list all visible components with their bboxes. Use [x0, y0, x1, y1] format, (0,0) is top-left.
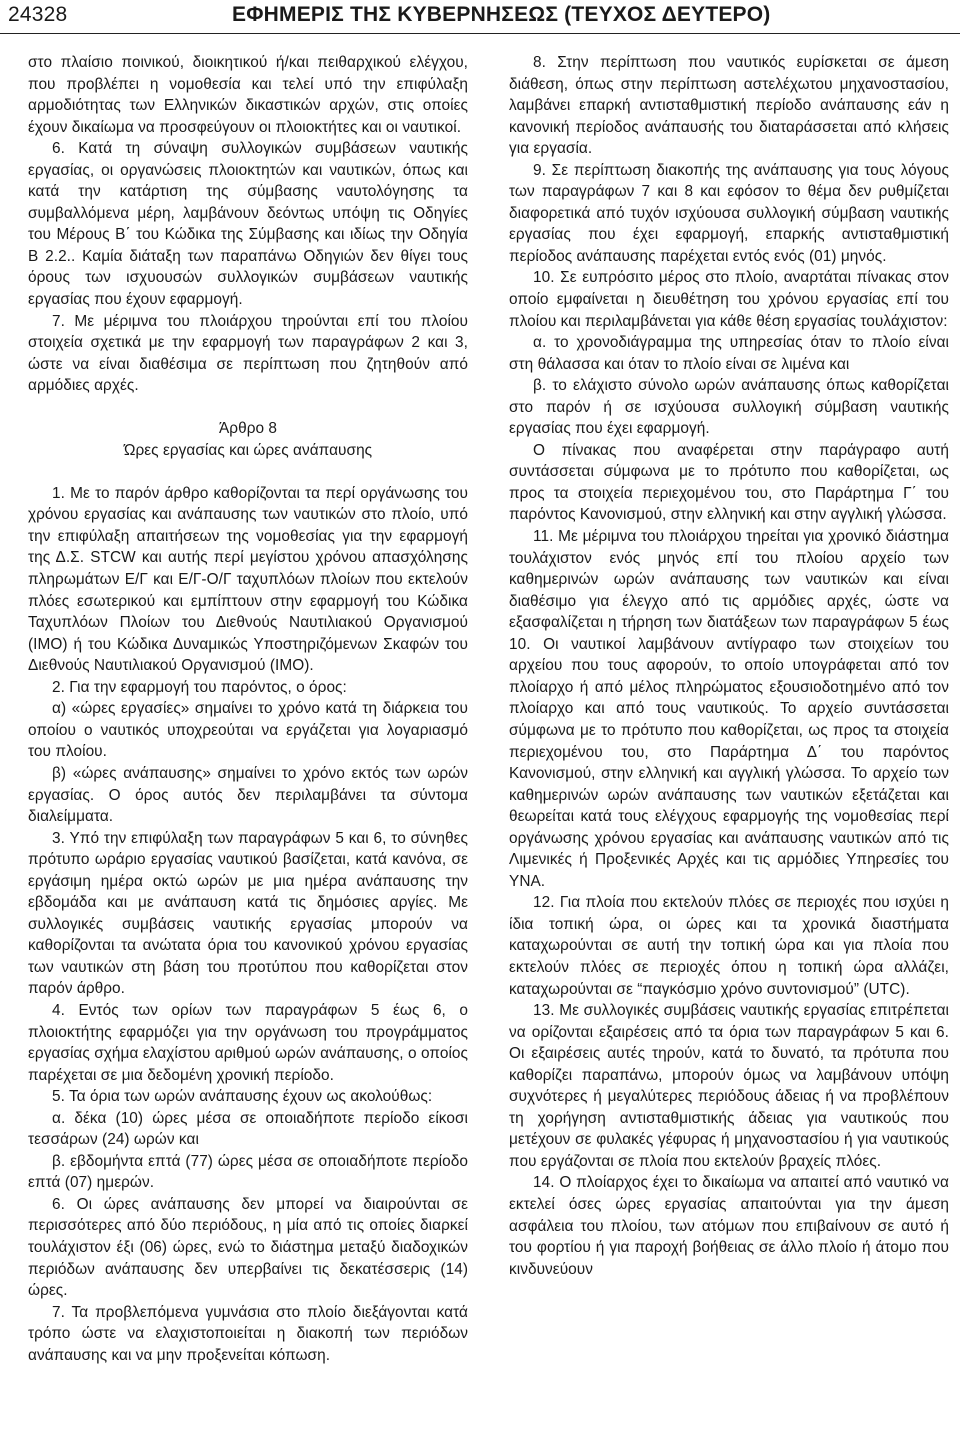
article-number: Άρθρο 8 [218, 420, 278, 438]
article-8-paragraph-1: 1. Με το παρόν άρθρο καθορίζονται τα περί οργάνωσης του χρόνου εργασίας και ανάπαυσης των ναυτικών στο πλοίο, υπό την επιφύλαξη απαιτήσεων της νομοθεσίας για την εφαρμογή της Δ.Σ. STCW και αυτής περί μεγίστου χρόνου απασχόλησης πληρωμάτων Ε/Γ και Ε/Γ-Ο/Γ ταχυπλόων πλοίων που εκτελούν πλόες εσωτερικού και εμπίπτουν στην εφαρμογή του Κώδικα Ταχυπλόων Πλοίων του Διεθνούς Ναυτιλιακού Οργανισμού (ΙΜΟ) ή του Κώδικα Δυναμικώς Υποστηριζόμενων Σκαφών του Διεθνούς Ναυτιλιακού Οργανισμού (ΙΜΟ). [28, 484, 468, 675]
page-number: 24328 [8, 3, 68, 26]
article-8-paragraph-8: 8. Στην περίπτωση που ναυτικός ευρίσκεται σε άμεση διάθεση, όπως στην περίπτωση αστελέχωτου μηχανοστασίου, λαμβάνει επαρκή αντισταθμιστική περίοδο ανάπαυσης εάν η κανονική περίοδος ανάπαυσής του διαταράσσεται από κλήσεις για εργασία. [509, 54, 949, 158]
article-8-paragraph-5b: β. εβδομήντα επτά (77) ώρες μέσα σε οποιαδήποτε περίοδο επτά (07) ημερών. [28, 1152, 468, 1192]
paragraph-continuation: στο πλαίσιο ποινικού, διοικητικού ή/και πειθαρχικού ελέγχου, που προβλέπει η νομοθεσία και τελεί υπό την επιφύλαξη αρμοδιότητας των Ελληνικών δικαστικών αρχών, στις οποίες έχουν δικαίωμα να προσφεύγουν οι πλοιοκτήτες και οι ναυτικοί. [28, 54, 468, 136]
article-8-paragraph-5: 5. Τα όρια των ωρών ανάπαυσης έχουν ως ακολούθως: [52, 1088, 433, 1106]
header-rule [0, 33, 960, 34]
article-8-paragraph-2b: β) «ώρες ανάπαυσης» σημαίνει το χρόνο εκτός των ωρών εργασίας. Ο όρος αυτός δεν περιλαμβάνει τα σύντομα διαλείμματα. [28, 764, 468, 826]
article-8-paragraph-9: 9. Σε περίπτωση διακοπής της ανάπαυσης για τους λόγους των παραγράφων 7 και 8 και εφόσον το θέμα δεν ρυθμίζεται διαφορετικά από τυχόν ισχύουσα συλλογική σύμβαση ναυτικής εργασίας που έχει εφαρμογή, επαρκής αντισταθμιστική περίοδος ανάπαυσης παρέχεται εντός ενός (01) μηνός. [509, 161, 949, 265]
paragraph-7: 7. Με μέριμνα του πλοιάρχου τηρούνται επί του πλοίου στοιχεία σχετικά με την εφαρμογή των παραγράφων 2 και 3, ώστε να είναι διαθέσιμα σε περίπτωση που ζητηθούν από αρμόδιες αρχές. [28, 312, 468, 395]
article-8-paragraph-3: 3. Υπό την επιφύλαξη των παραγράφων 5 και 6, το σύνηθες πρότυπο ωράριο εργασίας ναυτικού βασίζεται, κατά κανόνα, σε εργάσιμη ημέρα οκτώ ωρών με μια ημέρα ανάπαυσης την εβδομάδα και με ανάπαυση κατά τις δημόσιες αργίες. Με συλλογικές συμβάσεις ναυτικής εργασίας μπορούν να καθορίζονται τα ανώτατα όρια του κανονικού χρόνου εργασίας των ναυτικών στη βάση του προτύπου που καθορίζεται στον παρόν άρθρο. [28, 829, 468, 998]
page-header [0, 0, 960, 34]
article-8-paragraph-5a: α. δέκα (10) ώρες μέσα σε οποιαδήποτε περίοδο είκοσι τεσσάρων (24) ωρών και [28, 1109, 468, 1149]
left-column [28, 52, 468, 1427]
article-8-paragraph-6: 6. Οι ώρες ανάπαυσης δεν μπορεί να διαιρούνται σε περισσότερες από δύο περιόδους, η μία από τις οποίες διαρκεί τουλάχιστον έξι (06) ώρες, ενώ το διάστημα μεταξύ διαδοχικών περιόδων ανάπαυσης δεν υπερβαίνει τις δεκατέσσερις (14) ώρες. [28, 1195, 468, 1300]
right-column [509, 52, 949, 1427]
article-8-paragraph-7: 7. Τα προβλεπόμενα γυμνάσια στο πλοίο διεξάγονται κατά τρόπο ώστε να ελαχιστοποιείται η διακοπή των περιόδων ανάπαυσης και να μην προξενείται κόπωση. [28, 1303, 468, 1364]
article-8-paragraph-10c: Ο πίνακας που αναφέρεται στην παράγραφο αυτή συντάσσεται σύμφωνα με το πρότυπο που καθορίζεται, ως προς τα στοιχεία περιεχομένου του, στο Παράρτημα Γ΄ του παρόντος Κανονισμού, στην ελληνική και στην αγγλική γλώσσα. [509, 441, 949, 524]
paragraph-6: 6. Κατά τη σύναψη συλλογικών συμβάσεων ναυτικής εργασίας, οι οργανώσεις πλοιοκτητών και ναυτικών, όπως και κατά την κατάρτιση της σύμβασης ναυτολόγησης τα συμβαλλόμενα μέρη, λαμβάνουν δεόντως υπόψη τις Οδηγίες του Μέρους Β΄ του Κώδικα της Σύμβασης και ιδίως την Οδηγία Β 2.2.. Καμία διάταξη των παραπάνω Οδηγιών δεν θίγει τους όρους των ισχυουσών συλλογικών συμβάσεων ναυτικής εργασίας που έχουν εφαρμογή. [28, 140, 468, 309]
article-title: Ώρες εργασίας και ώρες ανάπαυσης [123, 441, 373, 459]
journal-title: ΕΦΗΜΕΡΙΣ ΤΗΣ ΚΥΒΕΡΝΗΣΕΩΣ (ΤΕΥΧΟΣ ΔΕΥΤΕΡΟ) [232, 3, 771, 26]
article-8-paragraph-13: 13. Με συλλογικές συμβάσεις ναυτικής εργασίας επιτρέπεται να ορίζονται εξαιρέσεις από τα όρια των παραγράφων 5 και 6. Οι εξαιρέσεις αυτές τηρούν, κατά το δυνατό, τα πρότυπα που καθορίζει παραπάνω, μπορούν όμως να λαμβάνουν υπόψη συχνότερες ή μεγαλύτερες περιόδους άδειας ή να προβλέπουν τη χορήγηση αντισταθμιστικής άδειας για ναυτικούς που μετέχουν σε φυλακές γέφυρας ή μηχανοστασίου ή για ναυτικούς που εργάζονται σε πλοία που εκτελούν βραχείς πλόες. [509, 1002, 949, 1170]
article-8-paragraph-10a: α. το χρονοδιάγραμμα της υπηρεσίας όταν το πλοίο είναι στη θάλασσα και όταν το πλοίο είναι σε λιμένα και [509, 334, 949, 373]
article-8-paragraph-10b: β. το ελάχιστο σύνολο ωρών ανάπαυσης όπως καθορίζεται στο παρόν ή σε ισχύουσα συλλογική σύμβαση ναυτικής εργασίας που έχει εφαρμογή. [509, 377, 949, 438]
article-8-paragraph-11: 11. Με μέριμνα του πλοιάρχου τηρείται για χρονικό διάστημα τουλάχιστον ενός μηνός επί του πλοίου αρχείο των καθημερινών ωρών ανάπαυσης των ναυτικών και είναι διαθέσιμο για έλεγχο από τις αρμόδιες αρχές, ώστε να εξασφαλίζεται η τήρηση των διατάξεων των παραγράφων 5 έως 10. Οι ναυτικοί λαμβάνουν αντίγραφο των στοιχείων του αρχείου που τους αφορούν, το οποίο υπογράφεται από τον πλοίαρχο ή από μέλος πληρώματος εξουσιοδοτημένο από τον πλοίαρχο και από τους ναυτικούς. Το αρχείο συντάσσεται σύμφωνα με το πρότυπο που καθορίζεται, ως προς τα στοιχεία περιεχομένου του, στο Παράρτημα Δ΄ του παρόντος Κανονισμού, στην ελληνική και αγγλική γλώσσα. Το αρχείο των καθημερινών ωρών ανάπαυσης των ναυτικών εξετάζεται και θεωρείται κατά τους ελέγχους εφαρμογής της νομοθεσίας περί οργάνωσης χρόνου εργασίας και ανάπαυσης ναυτικών από τις Λιμενικές ή Προξενικές Αρχές και τις αρμόδιες Υπηρεσίες του ΥΝΑ. [509, 528, 949, 890]
article-8-paragraph-2a: α) «ώρες εργασίες» σημαίνει το χρόνο κατά τη διάρκεια του οποίου ο ναυτικός υποχρεούται να εργάζεται για λογαριασμό του πλοίου. [28, 700, 468, 761]
article-8-paragraph-14: 14. Ο πλοίαρχος έχει το δικαίωμα να απαιτεί από ναυτικό να εκτελεί όσες ώρες εργασίας απαιτούνται για την άμεση ασφάλεια του πλοίου, των ατόμων που επιβαίνουν σε αυτό ή του φορτίου ή για παροχή βοήθειας σε άλλο πλοίο ή άτομο που κινδυνεύουν [509, 1174, 949, 1278]
article-8-paragraph-4: 4. Εντός των ορίων των παραγράφων 5 έως 6, ο πλοιοκτήτης εφαρμόζει για την οργάνωση του προγράμματος εργασίας σχήμα ελαχίστου αριθμού ωρών ανάπαυσης, ο οποίος παρέχεται σε μια δεδομένη χρονική περίοδο. [28, 1001, 468, 1084]
article-8-paragraph-2: 2. Για την εφαρμογή του παρόντος, ο όρος: [52, 678, 347, 696]
article-8-paragraph-12: 12. Για πλοία που εκτελούν πλόες σε περιοχές που ισχύει η ίδια τοπική ώρα, οι ώρες και τα χρονικά διαστήματα καταχωρούνται σε αυτή την τοπική ώρα και για πλοία που εκτελούν πλόες σε περιοχές όπου η τοπική ώρα αλλάζει, καταχωρούνται σε “παγκόσμιο χρόνο συντονισμού” (UTC). [509, 894, 949, 998]
article-8-paragraph-10: 10. Σε ευπρόσιτο μέρος στο πλοίο, αναρτάται πίνακας στον οποίο εμφαίνεται η διευθέτηση του χρόνου εργασίας επί του πλοίου και περιλαμβάνεται για κάθε θέση εργασίας τουλάχιστον: [509, 269, 949, 330]
